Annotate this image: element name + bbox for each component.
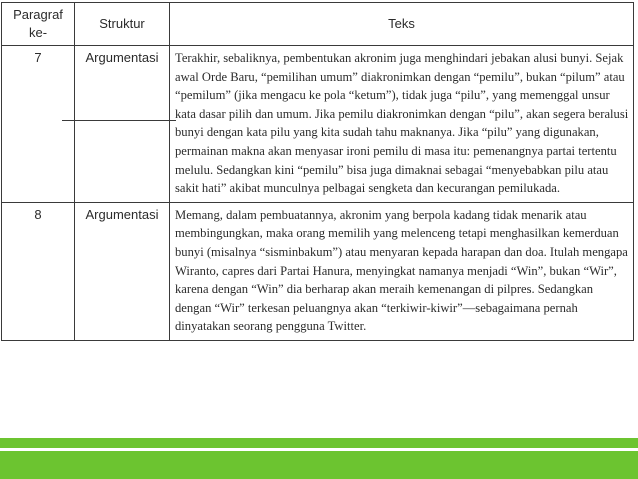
footer-stripe (0, 448, 638, 451)
document-table (1, 2, 634, 341)
table-row (2, 46, 634, 203)
table-row (2, 202, 634, 340)
paragraph-number-cell: 8 (2, 202, 75, 340)
structure-cell: Argumentasi (75, 46, 170, 203)
footer-bar (0, 438, 638, 479)
header-paragraph-number: Paragraf ke- (2, 3, 75, 46)
header-row (2, 3, 634, 46)
text-cell: Memang, dalam pembuatannya, akronim yang berpola kadang tidak menarik atau membingungkan, maka orang memilih yang melenceng tetapi menghasilkan kemerduan bunyi (misalnya “sisminbakum”) atau menyaran kepada harapan dan doa. Itulah mengapa Wiranto, capres dari Partai Hanura, menyingkat namanya menjadi “Win”, bukan “Wir”, karena dengan “Win” dia berharap akan meraih kemenangan di pilpres. Sedangkan dengan “Wir” terkesan peluangnya akan “terkiwir-kiwir”—sebagaimana pernah dinyatakan seorang pengguna Twitter. (170, 202, 634, 340)
stray-divider-line (62, 120, 176, 121)
paragraph-number-cell: 7 (2, 46, 75, 203)
header-structure: Struktur (75, 3, 170, 46)
structure-cell: Argumentasi (75, 202, 170, 340)
text-cell: Terakhir, sebaliknya, pembentukan akronim juga menghindari jebakan alusi bunyi. Sejak awal Orde Baru, “pemilihan umum” diakronimkan dengan “pemilu”, bukan “pilum” atau “pemilum” (jika mengacu ke pola “ketum”), tidak juga “pilu”, yang memenggal unsur kata dasar pilih dan umum. Jika pemilu diakronimkan dengan “pilu”, akan segera beralusi bunyi dengan kata pilu yang kita sudah tahu maknanya. Jika “pilu” yang digunakan, permainan makna akan menyasar ironi pemilu di masa itu: pemenangnya partai tertentu melulu. Sedangkan kini “pemilu” bisa juga dimaknai sebagai “menyebabkan pilu atau sakit hati” akibat munculnya pelbagai sengketa dan kecurangan pemilukada. (170, 46, 634, 203)
header-text: Teks (170, 3, 634, 46)
